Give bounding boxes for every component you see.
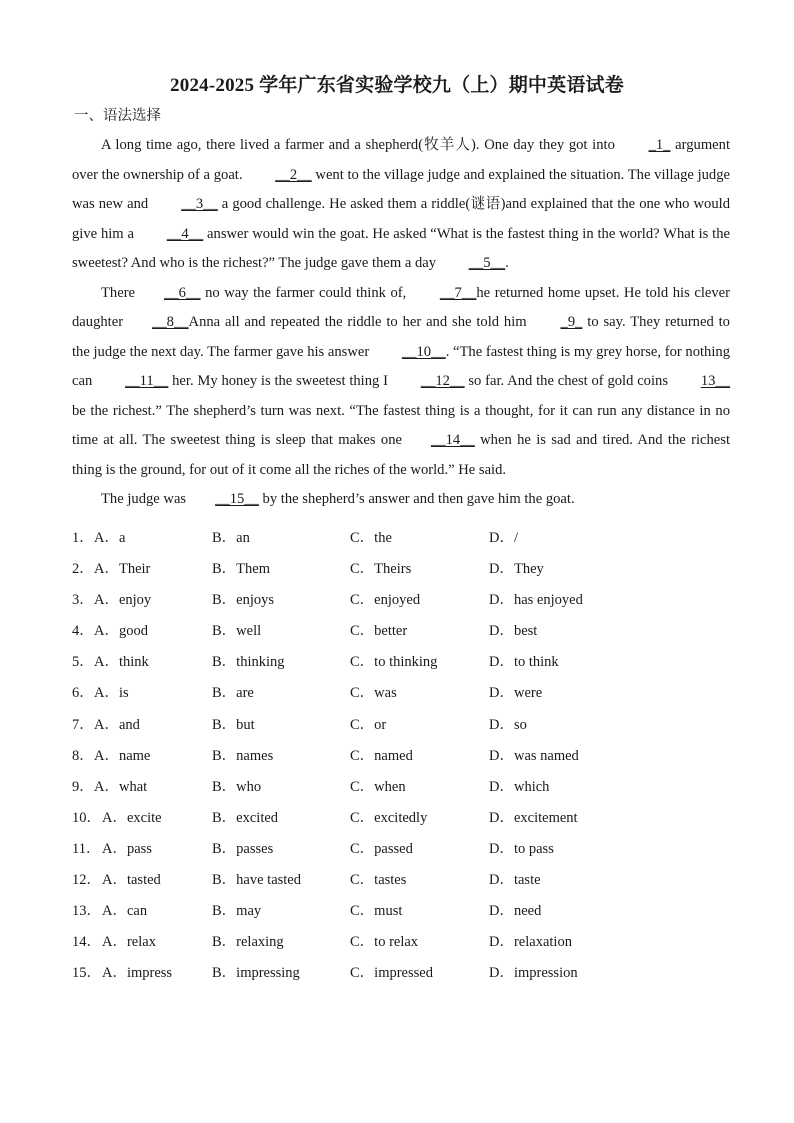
option-c: C．better xyxy=(350,623,408,640)
answer-blank: _9_ xyxy=(560,314,583,330)
option-c: C．to thinking xyxy=(350,654,438,671)
question-number: 11． xyxy=(72,840,101,857)
answer-blank: __12__ xyxy=(420,373,465,389)
passage-text: by the shepherd’s answer and then gave him the goat. xyxy=(258,491,575,507)
option-a: A．pass xyxy=(102,840,152,857)
option-a: A．enjoy xyxy=(94,592,152,609)
option-a: A．what xyxy=(94,778,148,795)
answer-blank: __15__ xyxy=(215,491,259,507)
passage-paragraph-1 xyxy=(72,131,730,279)
option-c: C．when xyxy=(350,778,406,795)
option-a: A．good xyxy=(94,623,148,640)
option-b: B．thinking xyxy=(212,654,285,671)
question-number: 8． xyxy=(72,747,94,764)
passage-text: . “The fastest thing is my grey horse, for nothing can xyxy=(72,343,730,389)
option-c: C．was xyxy=(350,685,397,702)
option-d: D．best xyxy=(489,623,538,640)
option-d: D．has enjoyed xyxy=(489,592,583,609)
option-a: A．Their xyxy=(94,561,151,578)
question-4-options xyxy=(72,619,732,650)
answer-blank: __7__ xyxy=(439,284,477,301)
passage-text: her. My honey is the sweetest thing I xyxy=(168,373,392,389)
option-c: C．impressed xyxy=(350,965,433,982)
option-c: C．Theirs xyxy=(350,561,412,578)
option-a: A．is xyxy=(94,685,129,702)
question-number: 4． xyxy=(72,623,94,640)
option-b: B．passes xyxy=(212,840,274,857)
passage-paragraph-2 xyxy=(72,279,730,486)
option-a: A．impress xyxy=(102,965,173,982)
question-13-options xyxy=(72,899,732,930)
option-d: D．impression xyxy=(489,965,578,982)
option-d: D．excitement xyxy=(489,809,578,826)
question-number: 9． xyxy=(72,778,94,795)
question-number: 7． xyxy=(72,716,94,733)
answer-blank: __4__ xyxy=(166,225,204,242)
option-a: A．tasted xyxy=(102,872,161,889)
option-d: D．relaxation xyxy=(489,934,572,951)
cloze-passage xyxy=(72,131,730,515)
option-b: B．may xyxy=(212,903,262,920)
section-heading: 一、语法选择 xyxy=(74,108,161,124)
passage-text: A long time ago, there lived a farmer and a shepherd(牧羊人). One day they got into xyxy=(101,137,620,153)
answer-blank: __8__ xyxy=(152,314,189,330)
option-c: C．must xyxy=(350,903,403,920)
passage-text: a good challenge. He asked them a riddle(谜语)and explained that the one who would give him a xyxy=(72,196,730,242)
answer-blank: __14__ xyxy=(431,432,475,448)
option-b: B．impressing xyxy=(212,965,300,982)
passage-paragraph-3 xyxy=(72,485,730,515)
answer-blank: __5__ xyxy=(468,255,506,271)
passage-text: argument over the ownership of a goat. xyxy=(72,137,730,183)
question-number: 3． xyxy=(72,592,94,609)
option-c: C．excitedly xyxy=(350,809,428,826)
question-9-options xyxy=(72,775,732,806)
option-a: A．can xyxy=(102,903,148,920)
answer-blank: __2__ xyxy=(275,166,312,183)
option-b: B．an xyxy=(212,530,250,546)
passage-text: to say. They returned to the judge the next day. The farmer gave his answer xyxy=(72,314,730,360)
question-number: 13． xyxy=(72,903,101,920)
answer-blank: 13__ xyxy=(700,373,730,389)
answer-blank: __3__ xyxy=(181,196,218,212)
passage-text: he returned home upset. He told his clever daughter xyxy=(72,284,730,330)
passage-text: There xyxy=(101,284,136,301)
option-c: C．or xyxy=(350,716,387,733)
page-title: 2024-2025 学年广东省实验学校九（上）期中英语试卷 xyxy=(170,75,624,96)
question-5-options xyxy=(72,650,732,681)
option-b: B．relaxing xyxy=(212,934,284,951)
option-b: B．Them xyxy=(212,561,270,578)
option-a: A．relax xyxy=(102,934,156,951)
option-b: B．names xyxy=(212,747,274,764)
question-1-options xyxy=(72,526,732,557)
question-15-options xyxy=(72,961,732,992)
passage-text: answer would win the goat. He asked “What is the fastest thing in the world? What is the sweetest? And who is the richest?” The judge gave them a day xyxy=(72,225,730,271)
passage-text: when he is sad and tired. And the richest thing is the ground, for out of it come all the riches of the world.” He said. xyxy=(72,432,730,478)
question-7-options xyxy=(72,713,732,744)
option-a: A．think xyxy=(94,654,149,671)
question-number: 15． xyxy=(72,965,101,982)
passage-text: Anna all and repeated the riddle to her and she told him xyxy=(188,314,532,330)
question-8-options xyxy=(72,744,732,775)
option-d: D．to pass xyxy=(489,840,554,857)
option-d: D．was named xyxy=(489,747,579,764)
question-number: 1． xyxy=(72,530,94,546)
option-b: B．enjoys xyxy=(212,592,275,609)
answer-blank: _1_ xyxy=(648,137,671,153)
question-14-options xyxy=(72,930,732,961)
option-d: D．/ xyxy=(489,530,518,546)
option-c: C．the xyxy=(350,530,392,546)
question-10-options xyxy=(72,806,732,837)
question-6-options xyxy=(72,681,732,712)
option-d: D．so xyxy=(489,716,527,733)
question-number: 6． xyxy=(72,685,94,702)
options-list xyxy=(72,526,732,992)
question-number: 10． xyxy=(72,809,101,826)
answer-blank: __11__ xyxy=(125,373,169,389)
question-number: 12． xyxy=(72,872,101,889)
option-d: D．were xyxy=(489,685,543,702)
option-d: D．which xyxy=(489,778,550,795)
answer-blank: __6__ xyxy=(164,284,201,301)
passage-text: went to the village judge and explained the situation. The village judge was new and xyxy=(72,166,730,212)
option-a: A．excite xyxy=(102,809,162,826)
question-12-options xyxy=(72,868,732,899)
option-b: B．who xyxy=(212,778,262,795)
option-b: B．but xyxy=(212,716,255,733)
question-number: 5． xyxy=(72,654,94,671)
option-b: B．have tasted xyxy=(212,872,301,889)
option-b: B．excited xyxy=(212,809,279,826)
answer-blank: __10__ xyxy=(401,343,446,360)
option-b: B．are xyxy=(212,685,254,702)
question-number: 14． xyxy=(72,934,101,951)
passage-text: be the richest.” The shepherd’s turn was next. “The fastest thing is a thought, for it can run any distance in no time at all. The sweetest thing is sleep that makes one xyxy=(72,402,730,448)
question-2-options xyxy=(72,557,732,588)
question-3-options xyxy=(72,588,732,619)
passage-text: . xyxy=(505,255,509,271)
option-d: D．They xyxy=(489,561,544,578)
passage-text: so far. And the chest of gold coins xyxy=(464,373,672,389)
question-11-options xyxy=(72,837,732,868)
option-d: D．need xyxy=(489,903,542,920)
question-number: 2． xyxy=(72,561,94,578)
option-a: A．and xyxy=(94,716,140,733)
option-a: A．name xyxy=(94,747,151,764)
option-d: D．taste xyxy=(489,872,541,889)
option-a: A．a xyxy=(94,530,126,546)
option-b: B．well xyxy=(212,623,262,640)
option-c: C．named xyxy=(350,747,413,764)
option-c: C．passed xyxy=(350,840,413,857)
option-d: D．to think xyxy=(489,654,559,671)
option-c: C．tastes xyxy=(350,872,407,889)
passage-text: no way the farmer could think of, xyxy=(200,284,411,301)
passage-text: The judge was xyxy=(101,491,187,507)
option-c: C．to relax xyxy=(350,934,419,951)
option-c: C．enjoyed xyxy=(350,592,421,609)
